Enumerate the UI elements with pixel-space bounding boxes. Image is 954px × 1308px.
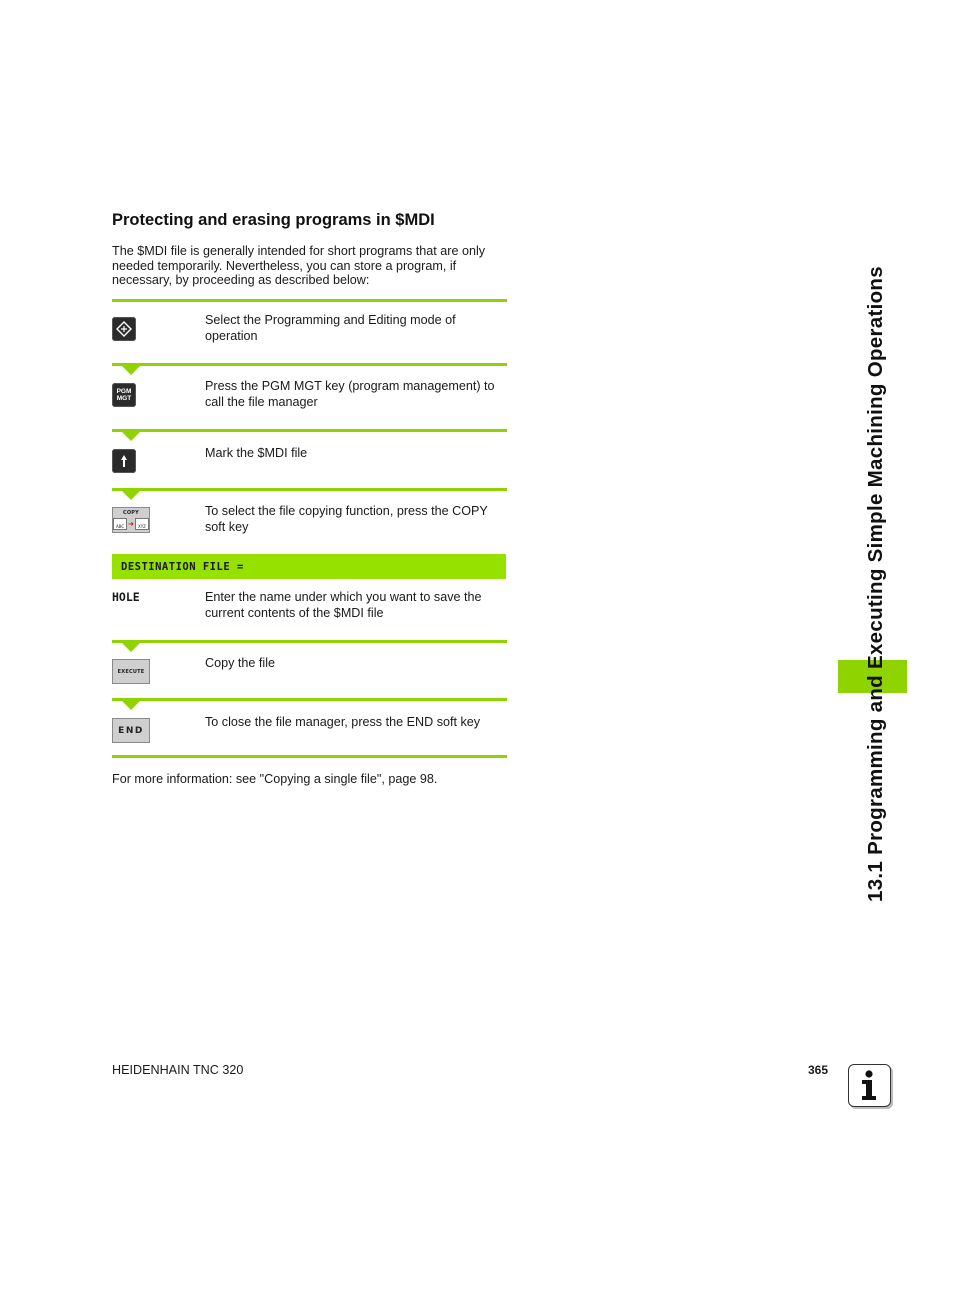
step-4-text: To select the file copying function, press the COPY soft key bbox=[205, 504, 488, 534]
end-softkey-icon bbox=[112, 718, 150, 743]
destination-file-input-value: HOLE bbox=[112, 590, 140, 604]
execute-softkey-label: EXECUTE bbox=[117, 668, 145, 675]
intro-paragraph: The $MDI file is generally intended for short programs that are only needed temporarily. Nevertheless, you can store a program, if necessary, by proceeding as described below: bbox=[112, 244, 486, 288]
step-divider bbox=[112, 488, 507, 491]
arrow-up-key-icon bbox=[112, 449, 136, 473]
step-arrow-icon bbox=[122, 432, 140, 441]
source-document-icon: ABC bbox=[113, 518, 127, 530]
step-2-text: Press the PGM MGT key (program management) to call the file manager bbox=[205, 379, 495, 409]
pgm-mgt-key-icon bbox=[112, 383, 136, 407]
programming-editing-mode-key-icon bbox=[112, 317, 136, 341]
section-heading: Protecting and erasing programs in $MDI bbox=[112, 211, 435, 229]
step-arrow-icon bbox=[122, 366, 140, 375]
execute-softkey-icon bbox=[112, 659, 150, 684]
step-7-text: To close the file manager, press the END soft key bbox=[205, 715, 481, 729]
info-icon bbox=[848, 1064, 891, 1107]
step-divider bbox=[112, 698, 507, 701]
copy-softkey-icon bbox=[112, 507, 150, 533]
step-divider bbox=[112, 429, 507, 432]
step-arrow-icon bbox=[122, 643, 140, 652]
step-6-text: Copy the file bbox=[205, 656, 276, 670]
copy-softkey-label: COPY bbox=[122, 510, 139, 516]
page-number: 365 bbox=[808, 1063, 829, 1077]
step-3-text: Mark the $MDI file bbox=[205, 446, 308, 460]
footer-product-name: HEIDENHAIN TNC 320 bbox=[112, 1063, 244, 1077]
destination-file-dialog: DESTINATION FILE = bbox=[112, 554, 506, 579]
pgm-key-label-line2: MGT bbox=[116, 395, 132, 402]
target-document-icon: XYZ bbox=[135, 518, 149, 530]
step-1-text: Select the Programming and Editing mode of operation bbox=[205, 313, 456, 343]
step-divider bbox=[112, 640, 507, 643]
more-information-text: For more information: see "Copying a single file", page 98. bbox=[112, 772, 438, 786]
copy-arrow-icon: ➜ bbox=[128, 519, 134, 528]
step-arrow-icon bbox=[122, 701, 140, 710]
pgm-key-label-line1: PGM bbox=[116, 388, 132, 395]
table-top-rule bbox=[112, 299, 507, 302]
step-arrow-icon bbox=[122, 491, 140, 500]
table-bottom-rule bbox=[112, 755, 507, 758]
chapter-side-title: 13.1 Programming and Executing Simple Machining Operations bbox=[864, 266, 887, 902]
step-5-text: Enter the name under which you want to save the current contents of the $MDI file bbox=[205, 590, 482, 620]
step-divider bbox=[112, 363, 507, 366]
end-softkey-label: END bbox=[118, 725, 144, 736]
